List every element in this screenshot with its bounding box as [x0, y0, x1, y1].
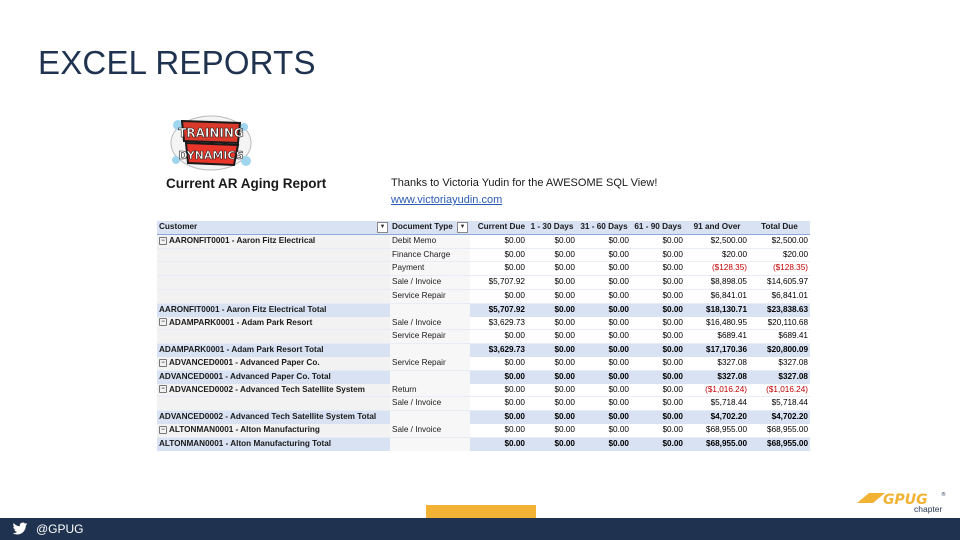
- amount-cell: $0.00: [527, 357, 577, 370]
- gpug-wordmark: GPUG: [883, 492, 928, 508]
- amount-cell: $0.00: [527, 424, 577, 437]
- amount-cell: $0.00: [577, 357, 631, 370]
- amount-cell: $0.00: [577, 437, 631, 450]
- amount-cell: ($1,016.24): [749, 384, 810, 397]
- document-type-cell: Payment: [390, 262, 470, 276]
- amount-cell: $2,500.00: [749, 234, 810, 248]
- amount-cell: $0.00: [631, 370, 685, 383]
- amount-cell: $0.00: [631, 317, 685, 330]
- amount-cell: $0.00: [470, 248, 527, 262]
- amount-cell: $0.00: [577, 248, 631, 262]
- document-type-cell: Service Repair: [390, 330, 470, 344]
- amount-cell: $0.00: [631, 344, 685, 357]
- document-type-cell: [390, 303, 470, 316]
- amount-cell: $5,707.92: [470, 276, 527, 290]
- document-type-cell: Return: [390, 384, 470, 397]
- amount-cell: $5,718.44: [749, 397, 810, 411]
- amount-cell: $3,629.73: [470, 317, 527, 330]
- amount-cell: $0.00: [631, 397, 685, 411]
- customer-cell: − AARONFIT0001 - Aaron Fitz Electrical: [157, 234, 390, 248]
- customer-cell: [157, 330, 390, 344]
- customer-cell: [157, 289, 390, 303]
- amount-cell: $0.00: [527, 262, 577, 276]
- amount-cell: $68,955.00: [749, 424, 810, 437]
- amount-cell: $0.00: [631, 262, 685, 276]
- document-type-cell: Service Repair: [390, 357, 470, 370]
- amount-cell: $0.00: [631, 234, 685, 248]
- customer-total-row: [157, 370, 810, 383]
- amount-cell: $0.00: [577, 411, 631, 424]
- table-row: [157, 289, 810, 303]
- amount-cell: $0.00: [527, 303, 577, 316]
- document-type-cell: Sale / Invoice: [390, 424, 470, 437]
- document-type-cell: Finance Charge: [390, 248, 470, 262]
- victoria-yudin-link[interactable]: www.victoriayudin.com: [391, 194, 503, 206]
- table-row: [157, 330, 810, 344]
- amount-cell: $0.00: [577, 262, 631, 276]
- amount-cell: $2,500.00: [685, 234, 749, 248]
- chapter-label: chapter: [914, 504, 943, 514]
- amount-cell: $16,480.95: [685, 317, 749, 330]
- table-row: [157, 248, 810, 262]
- amount-cell: ($128.35): [685, 262, 749, 276]
- amount-cell: $0.00: [527, 437, 577, 450]
- amount-cell: $0.00: [527, 317, 577, 330]
- amount-cell: $0.00: [527, 384, 577, 397]
- amount-cell: $5,707.92: [470, 303, 527, 316]
- amount-cell: $0.00: [577, 384, 631, 397]
- amount-cell: $20,800.09: [749, 344, 810, 357]
- amount-cell: $0.00: [470, 424, 527, 437]
- amount-cell: $0.00: [470, 397, 527, 411]
- amount-cell: $4,702.20: [749, 411, 810, 424]
- amount-cell: $68,955.00: [685, 437, 749, 450]
- amount-cell: $0.00: [527, 370, 577, 383]
- customer-total-row: [157, 437, 810, 450]
- total-due-header: Total Due: [749, 221, 810, 234]
- amount-cell: $3,629.73: [470, 344, 527, 357]
- table-row: [157, 424, 810, 437]
- amount-cell: $68,955.00: [749, 437, 810, 450]
- customer-cell: [157, 248, 390, 262]
- amount-cell: $0.00: [631, 289, 685, 303]
- customer-total-row: [157, 344, 810, 357]
- amount-cell: $689.41: [685, 330, 749, 344]
- amount-cell: $0.00: [527, 344, 577, 357]
- amount-cell: $327.08: [749, 370, 810, 383]
- document-type-cell: Sale / Invoice: [390, 276, 470, 290]
- amount-cell: $6,841.01: [685, 289, 749, 303]
- amount-cell: $23,838.63: [749, 303, 810, 316]
- document-type-header[interactable]: Document Type ▼: [390, 221, 470, 234]
- table-row: [157, 317, 810, 330]
- amount-cell: $0.00: [577, 317, 631, 330]
- amount-cell: $327.08: [685, 357, 749, 370]
- amount-cell: $20,110.68: [749, 317, 810, 330]
- amount-cell: $0.00: [631, 248, 685, 262]
- amount-cell: ($128.35): [749, 262, 810, 276]
- document-type-cell: Sale / Invoice: [390, 317, 470, 330]
- amount-cell: $4,702.20: [685, 411, 749, 424]
- collapse-icon[interactable]: −: [159, 426, 167, 434]
- training-dynamics-logo: [168, 113, 254, 173]
- amount-cell: $0.00: [631, 424, 685, 437]
- customer-cell: ALTONMAN0001 - Alton Manufacturing Total: [157, 437, 390, 450]
- amount-cell: $0.00: [470, 357, 527, 370]
- amount-cell: $689.41: [749, 330, 810, 344]
- 31-60-days-header: 31 - 60 Days: [577, 221, 631, 234]
- logo-line2: DYNAMICS: [178, 149, 244, 162]
- amount-cell: $0.00: [577, 234, 631, 248]
- collapse-icon[interactable]: −: [159, 237, 167, 245]
- amount-cell: $20.00: [685, 248, 749, 262]
- amount-cell: $0.00: [631, 357, 685, 370]
- table-row: [157, 397, 810, 411]
- document-type-cell: [390, 411, 470, 424]
- amount-cell: $327.08: [749, 357, 810, 370]
- amount-cell: $0.00: [631, 276, 685, 290]
- table-row: [157, 276, 810, 290]
- collapse-icon[interactable]: −: [159, 385, 167, 393]
- current-due-header: Current Due: [470, 221, 527, 234]
- customer-cell: ADVANCED0002 - Advanced Tech Satellite System Total: [157, 411, 390, 424]
- 1-30-days-header: 1 - 30 Days: [527, 221, 577, 234]
- amount-cell: $17,170.36: [685, 344, 749, 357]
- amount-cell: ($1,016.24): [685, 384, 749, 397]
- amount-cell: $0.00: [577, 330, 631, 344]
- document-type-cell: Service Repair: [390, 289, 470, 303]
- amount-cell: $0.00: [577, 397, 631, 411]
- customer-cell: [157, 276, 390, 290]
- document-type-cell: [390, 344, 470, 357]
- amount-cell: $0.00: [470, 370, 527, 383]
- amount-cell: $0.00: [631, 384, 685, 397]
- customer-total-row: [157, 303, 810, 316]
- amount-cell: $0.00: [631, 303, 685, 316]
- logo-line1: TRAINING: [178, 126, 244, 140]
- amount-cell: $8,898.05: [685, 276, 749, 290]
- customer-cell: − ALTONMAN0001 - Alton Manufacturing: [157, 424, 390, 437]
- amount-cell: $0.00: [631, 437, 685, 450]
- report-title: Current AR Aging Report: [166, 176, 327, 191]
- amount-cell: $0.00: [527, 411, 577, 424]
- 91-and-over-header: 91 and Over: [685, 221, 749, 234]
- amount-cell: $0.00: [527, 397, 577, 411]
- document-type-cell: Debit Memo: [390, 234, 470, 248]
- slide-title: EXCEL REPORTS: [38, 44, 316, 81]
- amount-cell: $20.00: [749, 248, 810, 262]
- document-type-cell: Sale / Invoice: [390, 397, 470, 411]
- ar-aging-table: [157, 221, 810, 451]
- amount-cell: $0.00: [470, 384, 527, 397]
- table-header-row: [157, 221, 810, 234]
- twitter-handle: @GPUG: [36, 522, 84, 536]
- registered-mark: ®: [941, 492, 946, 498]
- customer-cell: AARONFIT0001 - Aaron Fitz Electrical Total: [157, 303, 390, 316]
- amount-cell: $14,605.97: [749, 276, 810, 290]
- amount-cell: $0.00: [577, 344, 631, 357]
- amount-cell: $0.00: [470, 411, 527, 424]
- filter-dropdown-icon[interactable]: ▼: [377, 222, 388, 233]
- customer-header[interactable]: Customer ▼: [157, 221, 390, 234]
- credit-text: Thanks to Victoria Yudin for the AWESOME SQL View!: [391, 177, 658, 189]
- customer-cell: [157, 397, 390, 411]
- amount-cell: $0.00: [577, 424, 631, 437]
- amount-cell: $0.00: [470, 262, 527, 276]
- amount-cell: $0.00: [470, 289, 527, 303]
- amount-cell: $18,130.71: [685, 303, 749, 316]
- table-row: [157, 357, 810, 370]
- amount-cell: $0.00: [577, 289, 631, 303]
- customer-cell: − ADAMPARK0001 - Adam Park Resort: [157, 317, 390, 330]
- amount-cell: $0.00: [470, 330, 527, 344]
- collapse-icon[interactable]: −: [159, 318, 167, 326]
- table-row: [157, 234, 810, 248]
- amount-cell: $0.00: [631, 330, 685, 344]
- amount-cell: $68,955.00: [685, 424, 749, 437]
- amount-cell: $0.00: [631, 411, 685, 424]
- customer-cell: ADAMPARK0001 - Adam Park Resort Total: [157, 344, 390, 357]
- document-type-cell: [390, 370, 470, 383]
- customer-cell: [157, 262, 390, 276]
- footer-bar: [0, 518, 960, 540]
- amount-cell: $6,841.01: [749, 289, 810, 303]
- amount-cell: $0.00: [527, 289, 577, 303]
- table-row: [157, 262, 810, 276]
- amount-cell: $0.00: [577, 276, 631, 290]
- collapse-icon[interactable]: −: [159, 359, 167, 367]
- amount-cell: $0.00: [527, 276, 577, 290]
- table-row: [157, 384, 810, 397]
- amount-cell: $327.08: [685, 370, 749, 383]
- customer-cell: − ADVANCED0002 - Advanced Tech Satellite System: [157, 384, 390, 397]
- amount-cell: $0.00: [577, 370, 631, 383]
- document-type-cell: [390, 437, 470, 450]
- amount-cell: $5,718.44: [685, 397, 749, 411]
- amount-cell: $0.00: [527, 234, 577, 248]
- twitter-icon: [12, 522, 28, 536]
- customer-total-row: [157, 411, 810, 424]
- amount-cell: $0.00: [470, 437, 527, 450]
- amount-cell: $0.00: [527, 330, 577, 344]
- amount-cell: $0.00: [577, 303, 631, 316]
- amount-cell: $0.00: [527, 248, 577, 262]
- 61-90-days-header: 61 - 90 Days: [631, 221, 685, 234]
- filter-dropdown-icon[interactable]: ▼: [457, 222, 468, 233]
- amount-cell: $0.00: [470, 234, 527, 248]
- customer-cell: ADVANCED0001 - Advanced Paper Co. Total: [157, 370, 390, 383]
- customer-cell: − ADVANCED0001 - Advanced Paper Co.: [157, 357, 390, 370]
